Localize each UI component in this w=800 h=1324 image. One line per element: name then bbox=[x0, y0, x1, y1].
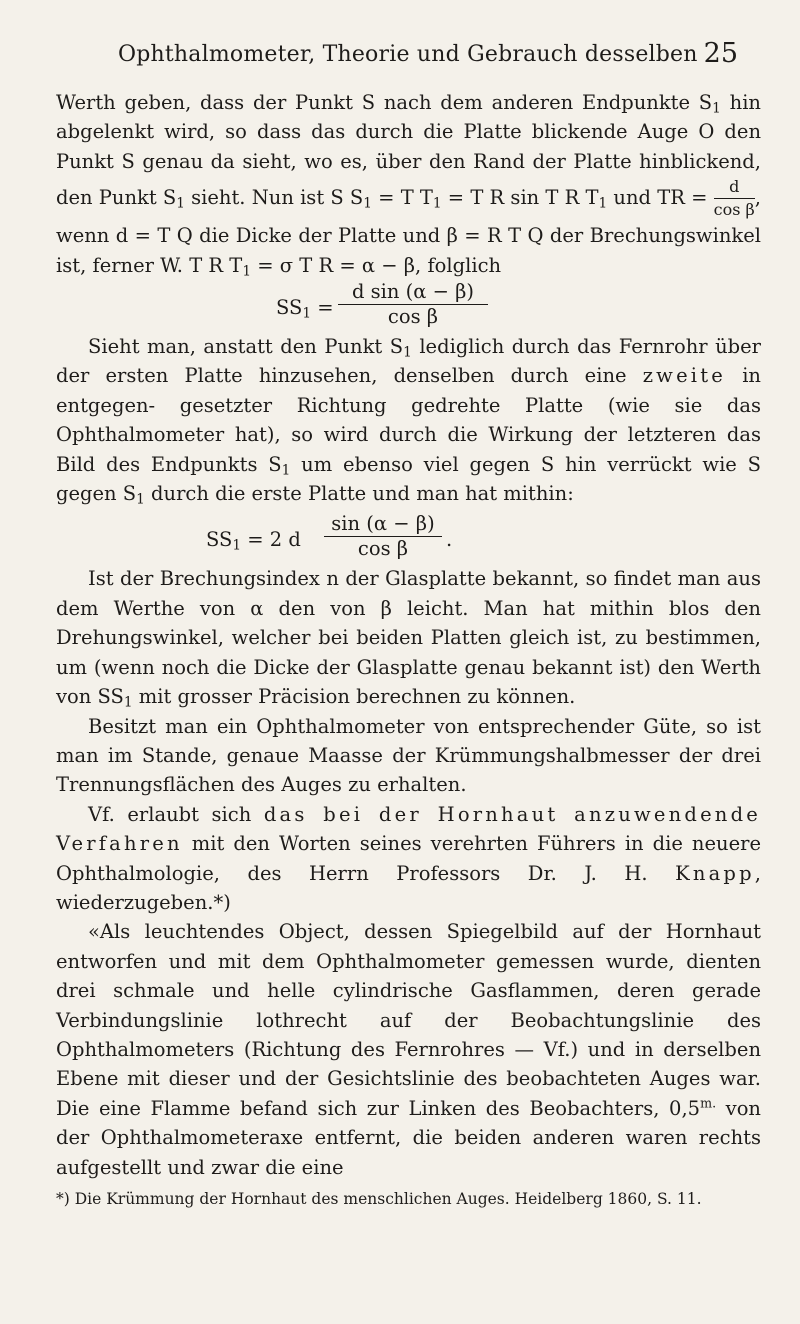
body-text bbox=[56, 88, 761, 1182]
paragraph-3: Ist der Brechungsindex n der Glasplatte bekannt, so findet man aus dem Werthe von α den von β leicht. Man hat mithin blos den Drehungswinkel, welcher bei beiden Platten gleich ist, zu bestimmen, um (wenn noch die Dicke der Glasplatte genau bekannt ist) den Werth von $SS_1$ mit grosser Präcision berechnen zu können. bbox=[56, 567, 761, 711]
paragraph-5: Vf. erlaubt sich das bei der Hornhaut anzuwendende Verfahren mit den Worten seines verehrten Führers in die neuere Ophthalmologie, des Herrn Professors Dr. J. H. Knapp, wiederzugeben.*) bbox=[56, 802, 761, 914]
paragraph-6: «Als leuchtendes Object, dessen Spiegelbild auf der Hornhaut entworfen und mit dem Ophthalmometer gemessen wurde, dienten drei schmale und helle cylindrische Gasflammen, deren gerade Verbindungslinie lothrecht auf der Beobachtungslinie des Ophthalmometers (Richtung des Fernrohres — Vf.) und in derselben Ebene mit dieser und der Gesichtslinie des beobachteten Auges war. Die eine Flamme befand sich zur Linken des Beobachters, $0,5^{m.}$ von der Ophthalmometeraxe entfernt, die beiden anderen waren rechts aufgestellt und zwar die eine bbox=[56, 920, 761, 1179]
running-title: Ophthalmometer, Theorie und Gebrauch desselben bbox=[118, 42, 698, 67]
fraction-d-over-cos: $\frac{d}{\text{cos β}}$ bbox=[713, 177, 755, 220]
footnote: *) Die Krümmung der Hornhaut des menschlichen Auges. Heidelberg 1860, S. 11. bbox=[56, 1190, 702, 1208]
paragraph-4: Besitzt man ein Ophthalmometer von entsprechender Güte, so ist man im Stande, genaue Maasse der Krümmungshalbmesser der drei Trennungsflächen des Auges zu erhalten. bbox=[56, 714, 761, 797]
equation-2: $SS_1 = 2$ d $\frac{\sin (\alpha - \beta)}{\text{cos β}}$ . bbox=[206, 512, 453, 561]
equation-1: $SS_1$ = $\frac{\text{d sin (α − β)}}{\text{cos β}}$ bbox=[56, 280, 761, 332]
page-number: 25 bbox=[703, 38, 738, 69]
paragraph-2: Sieht man, anstatt den Punkt $S_1$ lediglich durch das Fernrohr über der ersten Platte hinzusehen, denselben durch eine zweite in entgegen- gesetzter Richtung gedrehte Platte (wie sie das Ophthalmometer hat), so wird durch die Wirkung der letzteren das Bild des Endpunkts $S_1$ um ebenso viel gegen S hin verrückt wie S gegen $S_1$ durch die erste Platte und man hat mithin: bbox=[56, 335, 762, 508]
paragraph-1: Werth geben, dass der Punkt S nach dem anderen Endpunkte $S_1$ hin abgelenkt wird, so dass das durch die Platte blickende Auge O den Punkt S genau da sieht, wo es, über den Rand der Platte hinblickend, den Punkt $S_1$ sieht. Nun ist S $S_1 = T$ $T_1 = T$ R sin T R $T_1$ und TR = $\frac{d}{\text{cos β}}$ , wenn d = T Q die Dicke der Platte und β = R T Q der Brechungswinkel ist, ferner W. T R $T_1 = \sigma$ T R = α − β, folglich bbox=[56, 91, 762, 280]
running-header bbox=[0, 38, 800, 72]
